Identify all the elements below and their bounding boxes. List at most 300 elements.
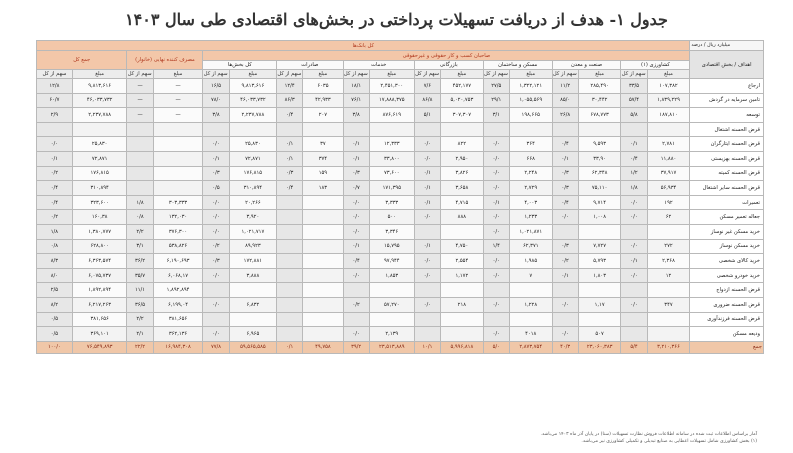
amount-cell: ۶,۹۶۵ xyxy=(229,327,277,342)
amount-cell xyxy=(72,122,127,137)
share-cell: ۳/۱ xyxy=(127,239,153,254)
amount-cell: ۶۲۸,۸۰۰ xyxy=(72,239,127,254)
share-cell: ۰/۰ xyxy=(483,327,509,342)
amount-cell xyxy=(369,312,414,327)
table-row xyxy=(37,254,764,269)
amount-cell: ۱,۰۲۱,۷۱۷ xyxy=(229,224,277,239)
share-cell: — xyxy=(127,108,153,123)
amount-cell: ۳۷,۹۱۷ xyxy=(647,166,690,181)
amount-subheader: مبلغ xyxy=(647,70,690,79)
amount-cell: ۲۸۵,۴۹۰ xyxy=(578,79,621,94)
share-cell xyxy=(277,239,303,254)
amount-cell xyxy=(578,224,621,239)
amount-cell: ۷۲,۸۷۱ xyxy=(229,151,277,166)
amount-cell: ۲۰,۲۶۶ xyxy=(229,195,277,210)
share-cell xyxy=(277,210,303,225)
amount-cell: ۲,۳۶۸ xyxy=(647,254,690,269)
amount-cell: ۱,۰۰۸ xyxy=(578,210,621,225)
table-row xyxy=(37,93,764,108)
amount-cell: ۸۲۲ xyxy=(440,137,483,152)
share-cell: ۱۱/۲ xyxy=(552,79,578,94)
amount-cell: ۳,۸۸۸ xyxy=(229,268,277,283)
share-cell xyxy=(483,283,509,298)
share-cell: ۰/۴ xyxy=(277,108,303,123)
amount-cell: ۱,۰۲۱,۸۷۱ xyxy=(509,224,552,239)
share-cell xyxy=(203,312,229,327)
amount-cell: ۴۶,۰۳۳,۷۳۲ xyxy=(229,93,277,108)
amount-cell xyxy=(440,122,483,137)
amount-cell: ۳۲۳,۶۰۰ xyxy=(72,195,127,210)
amount-cell: ۶,۱۹۰,۶۹۳ xyxy=(153,254,203,269)
amount-subheader: مبلغ xyxy=(72,70,127,79)
amount-cell: ۱,۸۰۳ xyxy=(578,268,621,283)
amount-cell: ۱۵۹ xyxy=(303,166,343,181)
amount-cell: ۲,۲۳۷,۷۸۸ xyxy=(229,108,277,123)
table-container xyxy=(36,40,764,354)
share-cell: ۰/۰ xyxy=(203,210,229,225)
share-cell xyxy=(552,122,578,137)
amount-cell: ۷۳,۶۰۰ xyxy=(369,166,414,181)
share-cell: ۷۸/۰ xyxy=(203,93,229,108)
share-cell: ۰/۰ xyxy=(414,254,440,269)
share-cell: ۰/۱ xyxy=(621,137,647,152)
total-amount-cell: ۵۹,۵۶۵,۵۸۵ xyxy=(229,341,277,353)
share-cell: ۰/۳ xyxy=(203,166,229,181)
amount-cell: ۶۲,۳۴۸ xyxy=(578,166,621,181)
share-cell xyxy=(414,312,440,327)
amount-cell: ۳,۳۳۳ xyxy=(369,195,414,210)
amount-cell: ۶۲ xyxy=(647,210,690,225)
share-cell: ۲/۲ xyxy=(127,312,153,327)
amount-cell: ۴,۷۵۰ xyxy=(440,239,483,254)
table-row xyxy=(37,195,764,210)
amount-cell: ۵۰۰ xyxy=(369,210,414,225)
amount-cell xyxy=(153,151,203,166)
amount-cell: ۱۸۳ xyxy=(303,181,343,196)
amount-cell: ۲,۷۸۱ xyxy=(647,137,690,152)
share-cell: ۸/۰ xyxy=(37,268,73,283)
share-cell xyxy=(277,327,303,342)
share-cell: ۰/۰ xyxy=(37,137,73,152)
share-cell xyxy=(483,122,509,137)
share-cell xyxy=(621,224,647,239)
amount-cell: ۶۷۸,۷۷۳ xyxy=(578,108,621,123)
share-cell xyxy=(277,312,303,327)
table-row xyxy=(37,268,764,283)
share-cell xyxy=(621,283,647,298)
share-cell: ۰/۰ xyxy=(483,268,509,283)
amount-cell: ۳۳,۸۰۰ xyxy=(369,151,414,166)
share-cell: ۰/۴ xyxy=(621,151,647,166)
share-cell: ۰/۵ xyxy=(37,327,73,342)
share-cell: ۰/۴ xyxy=(343,254,369,269)
amount-cell xyxy=(440,327,483,342)
share-cell: ۸۶/۸ xyxy=(414,93,440,108)
share-cell xyxy=(127,122,153,137)
amount-cell xyxy=(369,283,414,298)
amount-cell xyxy=(647,283,690,298)
amount-cell: ۳۳,۹۰ xyxy=(578,151,621,166)
share-cell xyxy=(277,283,303,298)
amount-cell xyxy=(153,122,203,137)
share-cell: ۰/۰ xyxy=(203,195,229,210)
share-cell xyxy=(277,224,303,239)
total-share-cell: ۵/۰ xyxy=(483,341,509,353)
share-cell: ۰/۴ xyxy=(552,137,578,152)
share-cell: ۰/۵ xyxy=(37,312,73,327)
amount-cell: ۲۰۷ xyxy=(303,108,343,123)
total-share-cell: ۴۰/۳ xyxy=(552,341,578,353)
sector-header: صنعت و معدن xyxy=(552,61,621,70)
amount-cell xyxy=(440,312,483,327)
amount-cell: ۶,۰۶۸,۱۷ xyxy=(153,268,203,283)
amount-subheader: مبلغ xyxy=(229,70,277,79)
table-row xyxy=(37,137,764,152)
share-cell: ۰/۱ xyxy=(414,166,440,181)
amount-cell: ۹,۵۹۳ xyxy=(578,137,621,152)
share-cell: ۰/۲ xyxy=(552,254,578,269)
share-cell: ۰/۳ xyxy=(552,166,578,181)
amount-cell xyxy=(303,122,343,137)
share-cell: ۳۳/۵ xyxy=(621,79,647,94)
share-cell: ۱/۴ xyxy=(483,239,509,254)
share-cell: ۰/۵ xyxy=(203,181,229,196)
share-cell: ۰/۲ xyxy=(37,210,73,225)
share-cell: ۰/۴ xyxy=(37,181,73,196)
amount-cell: ۳۰۷,۳۰۷ xyxy=(440,108,483,123)
share-cell xyxy=(343,122,369,137)
amount-cell: ۲,۹۵۰ xyxy=(440,151,483,166)
amount-cell: ۱,۱۷ xyxy=(578,297,621,312)
amount-subheader: مبلغ xyxy=(578,70,621,79)
share-cell xyxy=(277,122,303,137)
share-cell: ۰/۰ xyxy=(343,224,369,239)
share-cell: ۰/۰ xyxy=(343,327,369,342)
share-cell: ۰/۱ xyxy=(552,151,578,166)
table-row xyxy=(37,122,764,137)
share-cell: ۸۶/۳ xyxy=(277,93,303,108)
sector-header: کشاورزی (۱) xyxy=(621,61,690,70)
row-label: ارجاع xyxy=(690,79,764,94)
table-row xyxy=(37,239,764,254)
share-cell: ۳/۸ xyxy=(203,108,229,123)
total-share-cell: ۰/۱ xyxy=(277,341,303,353)
amount-cell: ۱۹۲ xyxy=(647,195,690,210)
share-cell xyxy=(552,224,578,239)
amount-cell xyxy=(303,195,343,210)
row-label: تامین سرمایه در گردش xyxy=(690,93,764,108)
amount-cell: ۲,۲۴۸ xyxy=(509,166,552,181)
share-subheader: سهم از کل xyxy=(552,71,577,77)
share-cell: ۰/۰ xyxy=(414,210,440,225)
table-row xyxy=(37,79,764,94)
sector-header: کل بخش‌ها xyxy=(203,61,277,70)
amount-cell: ۳۸۱,۶۵۶ xyxy=(153,312,203,327)
share-cell: ۰/۱ xyxy=(203,151,229,166)
share-cell: ۰/۰ xyxy=(483,254,509,269)
share-subheader: سهم از کل xyxy=(203,71,228,77)
share-cell xyxy=(277,268,303,283)
amount-cell xyxy=(303,297,343,312)
amount-cell: ۲۵,۸۳۰ xyxy=(229,137,277,152)
amount-cell xyxy=(153,166,203,181)
amount-cell: ۶,۸۳۲ xyxy=(229,297,277,312)
share-cell: ۳/۸ xyxy=(343,108,369,123)
share-cell: ۲۷/۵ xyxy=(483,79,509,94)
amount-cell: ۱۵,۷۹۵ xyxy=(369,239,414,254)
share-cell: ۰/۰ xyxy=(621,268,647,283)
amount-cell: ۸۹,۹۲۳ xyxy=(229,239,277,254)
amount-subheader: مبلغ xyxy=(369,70,414,79)
amount-cell: ۱۷۶,۸۱۵ xyxy=(72,166,127,181)
amount-cell xyxy=(509,122,552,137)
amount-cell: — xyxy=(153,93,203,108)
amount-cell xyxy=(153,137,203,152)
table-row xyxy=(37,181,764,196)
amount-cell: ۳۱۰,۸۹۴ xyxy=(229,181,277,196)
total-amount-cell: ۱۶,۹۸۴,۳۰۸ xyxy=(153,341,203,353)
sector-header: مسکن و ساختمان xyxy=(483,61,552,70)
amount-cell: ۸۸۸ xyxy=(440,210,483,225)
amount-cell xyxy=(303,312,343,327)
share-cell xyxy=(127,151,153,166)
amount-cell: ۶۰۳۵ xyxy=(303,79,343,94)
share-cell xyxy=(343,283,369,298)
share-subheader: سهم از کل xyxy=(484,71,508,77)
share-cell xyxy=(414,224,440,239)
sector-header: صادرات xyxy=(277,61,344,70)
amount-cell: ۲۷۲ xyxy=(647,239,690,254)
share-cell: — xyxy=(127,79,153,94)
amount-cell xyxy=(229,312,277,327)
amount-cell: ۴,۷۱۵ xyxy=(440,195,483,210)
total-amount-cell: ۲۳,۰۶۰,۳۸۳ xyxy=(578,341,621,353)
amount-cell: ۷۲,۸۷۱ xyxy=(72,151,127,166)
table-row xyxy=(37,297,764,312)
amount-cell: ۲,۴۵۱,۳۰۰ xyxy=(369,79,414,94)
share-cell: ۵/۱ xyxy=(414,108,440,123)
amount-cell xyxy=(369,122,414,137)
share-cell: ۵۷/۴ xyxy=(621,93,647,108)
share-cell xyxy=(414,122,440,137)
amount-cell: ۲,۲۳۷,۷۸۸ xyxy=(72,108,127,123)
share-cell: ۲۹/۱ xyxy=(483,93,509,108)
amount-cell: ۶۶۸ xyxy=(509,151,552,166)
share-cell: ۲/۹ xyxy=(37,108,73,123)
share-cell: ۰/۱ xyxy=(277,151,303,166)
share-cell: ۱/۸ xyxy=(127,195,153,210)
amount-cell: ۸۷۶,۶۱۹ xyxy=(369,108,414,123)
share-cell: ۱۲/۴ xyxy=(277,79,303,94)
amount-cell xyxy=(578,283,621,298)
share-cell xyxy=(203,122,229,137)
amount-cell xyxy=(303,268,343,283)
share-cell: ۰/۱ xyxy=(343,137,369,152)
amount-cell: ۱,۸۵۳ xyxy=(369,268,414,283)
total-share-cell: ۷۷/۸ xyxy=(203,341,229,353)
share-cell xyxy=(552,312,578,327)
share-cell: ۲۶/۸ xyxy=(552,108,578,123)
total-share-cell: ۱۰/۱ xyxy=(414,341,440,353)
share-cell: ۰/۰ xyxy=(414,268,440,283)
share-cell: ۱/۸ xyxy=(621,181,647,196)
total-share-cell: ۲۲/۲ xyxy=(127,341,153,353)
share-cell: ۰/۱ xyxy=(277,137,303,152)
share-cell: ۲/۲ xyxy=(127,224,153,239)
row-label: قرض الحسنه فرزند‌آوری xyxy=(690,312,764,327)
share-cell: ۰/۰ xyxy=(621,239,647,254)
share-cell xyxy=(621,312,647,327)
total-share-cell: ۵/۴ xyxy=(621,341,647,353)
share-cell: ۰/۱ xyxy=(343,239,369,254)
row-label: تعمیرات xyxy=(690,195,764,210)
share-cell: ۰/۰ xyxy=(621,195,647,210)
row-label: توسعه xyxy=(690,108,764,123)
share-cell xyxy=(277,254,303,269)
share-cell: ۰/۲ xyxy=(203,239,229,254)
amount-cell: ۳,۸۲۶ xyxy=(440,166,483,181)
share-cell: ۱۶/۵ xyxy=(203,79,229,94)
share-cell: ۰/۱ xyxy=(414,181,440,196)
row-label: خرید مسکن نوساز xyxy=(690,239,764,254)
amount-cell: ۱,۸۹۲,۸۹۴ xyxy=(72,283,127,298)
share-cell: ۰/۰ xyxy=(621,297,647,312)
share-cell: ۰/۰ xyxy=(203,327,229,342)
totals-row xyxy=(37,341,764,353)
amount-cell: ۹,۸۱۳,۶۱۶ xyxy=(72,79,127,94)
total-amount-cell: ۷۶,۵۴۹,۸۹۳ xyxy=(72,341,127,353)
amount-cell: ۱,۸۳۹,۲۲۹ xyxy=(647,93,690,108)
amount-cell: ۳۰۳,۳۳۳ xyxy=(153,195,203,210)
amount-cell xyxy=(229,122,277,137)
amount-cell: ۱,۰۵۵,۵۶۹ xyxy=(509,93,552,108)
share-cell: ۰/۴ xyxy=(37,195,73,210)
share-cell: ۲/۱ xyxy=(127,327,153,342)
amount-subheader: مبلغ xyxy=(509,70,552,79)
row-label: خرید خودرو شخصی xyxy=(690,268,764,283)
page-title: جدول ۱- هدف از دریافت تسهیلات پرداختی در بخش‌های اقتصادی طی سال ۱۴۰۳ xyxy=(125,10,668,29)
total-amount-cell: ۳,۲۱۰,۳۶۶ xyxy=(647,341,690,353)
amount-cell: ۳۰,۴۴۲ xyxy=(578,93,621,108)
amount-cell: ۵۰۷ xyxy=(578,327,621,342)
total-share-cell: ۳۹/۲ xyxy=(343,341,369,353)
amount-cell: ۳۸۱,۶۵۶ xyxy=(72,312,127,327)
share-cell: ۰/۰ xyxy=(552,327,578,342)
share-cell: ۰/۲ xyxy=(37,166,73,181)
amount-subheader: مبلغ xyxy=(153,70,203,79)
amount-cell: ۱,۲۲۸ xyxy=(509,297,552,312)
sector-header: بازرگانی xyxy=(414,61,483,70)
share-cell: ۱/۲ xyxy=(621,166,647,181)
data-table xyxy=(36,40,764,354)
sub-header-row xyxy=(37,70,764,79)
amount-cell xyxy=(303,224,343,239)
row-label: قرض الحسنه کمیته xyxy=(690,166,764,181)
share-cell: ۰/۰ xyxy=(203,297,229,312)
share-cell: ۰/۰ xyxy=(343,210,369,225)
share-cell xyxy=(414,327,440,342)
row-label: خرید کالای شخصی xyxy=(690,254,764,269)
amount-cell: ۴۲,۹۳۳ xyxy=(303,93,343,108)
amount-cell: ۳۶۹,۱۰۱ xyxy=(72,327,127,342)
grand-total-header: جمع کل xyxy=(37,51,127,70)
share-cell: ۰/۰ xyxy=(483,297,509,312)
share-cell: ۰/۰ xyxy=(552,210,578,225)
share-cell: ۰/۰ xyxy=(483,151,509,166)
amount-cell xyxy=(578,122,621,137)
amount-cell: ۶۲,۳۷۱ xyxy=(509,239,552,254)
amount-cell: ۱۷۶,۸۱۵ xyxy=(229,166,277,181)
share-cell xyxy=(277,195,303,210)
amount-subheader: مبلغ xyxy=(440,70,483,79)
row-label: قرض الحسنه سایر اشتغال xyxy=(690,181,764,196)
share-cell: ۰/۰ xyxy=(414,297,440,312)
amount-cell: ۳,۳۴۶ xyxy=(369,224,414,239)
amount-cell xyxy=(303,327,343,342)
row-label: جعاله تعمیر مسکن xyxy=(690,210,764,225)
amount-cell xyxy=(578,312,621,327)
share-cell: ۳۶/۲ xyxy=(127,254,153,269)
table-row xyxy=(37,210,764,225)
share-cell: ۰/۷ xyxy=(343,181,369,196)
share-cell: ۰/۲ xyxy=(343,297,369,312)
share-cell: ۰/۰ xyxy=(414,151,440,166)
amount-cell: — xyxy=(153,79,203,94)
share-cell: ۰/۱ xyxy=(414,195,440,210)
share-cell: ۰/۰ xyxy=(483,137,509,152)
amount-cell: ۳۷۴ xyxy=(303,151,343,166)
share-cell: ۰/۳ xyxy=(277,166,303,181)
sector-header: خدمات xyxy=(343,61,414,70)
amount-cell: ۳۴۷ xyxy=(647,297,690,312)
share-cell: ۰/۳ xyxy=(552,181,578,196)
table-row xyxy=(37,312,764,327)
amount-cell xyxy=(303,239,343,254)
amount-cell: ۴۶,۰۳۳,۷۳۲ xyxy=(72,93,127,108)
row-label: قرض الحسنه ایثارگران xyxy=(690,137,764,152)
table-row xyxy=(37,224,764,239)
share-cell: ۰/۰ xyxy=(203,224,229,239)
share-cell: ۲/۵ xyxy=(37,283,73,298)
amount-cell: ۶,۰۷۵,۷۳۷ xyxy=(72,268,127,283)
amount-cell: ۵,۰۲۰,۷۵۳ xyxy=(440,93,483,108)
share-cell: ۰/۰ xyxy=(483,210,509,225)
share-cell xyxy=(552,283,578,298)
total-amount-cell: ۵,۹۹۶,۸۱۸ xyxy=(440,341,483,353)
amount-cell: ۹,۷۱۴ xyxy=(578,195,621,210)
amount-cell: ۲,۱۳۹ xyxy=(369,327,414,342)
share-cell: ۰/۴ xyxy=(552,195,578,210)
share-cell: ۰/۰ xyxy=(483,166,509,181)
share-cell xyxy=(203,283,229,298)
amount-cell: ۵۶,۹۳۴ xyxy=(647,181,690,196)
table-row xyxy=(37,151,764,166)
share-cell: ۳۵/۷ xyxy=(127,268,153,283)
share-cell: ۰/۱ xyxy=(621,254,647,269)
amount-cell: ۳,۹۲۰ xyxy=(229,210,277,225)
amount-cell: ۱۹۸,۶۶۵ xyxy=(509,108,552,123)
share-cell: ۷۶/۱ xyxy=(343,93,369,108)
row-label: قرض الحسنه ضروری xyxy=(690,297,764,312)
footnotes xyxy=(541,431,757,445)
amount-cell: ۳۷ xyxy=(303,137,343,152)
share-cell: ۷/۶ xyxy=(414,79,440,94)
total-share-cell: ۱۰۰/۰ xyxy=(37,341,73,353)
share-cell: ۰/۳ xyxy=(552,239,578,254)
amount-cell: ۵۳۸,۸۲۶ xyxy=(153,239,203,254)
amount-cell xyxy=(647,312,690,327)
amount-cell: ۱۶۰,۳۸ xyxy=(72,210,127,225)
